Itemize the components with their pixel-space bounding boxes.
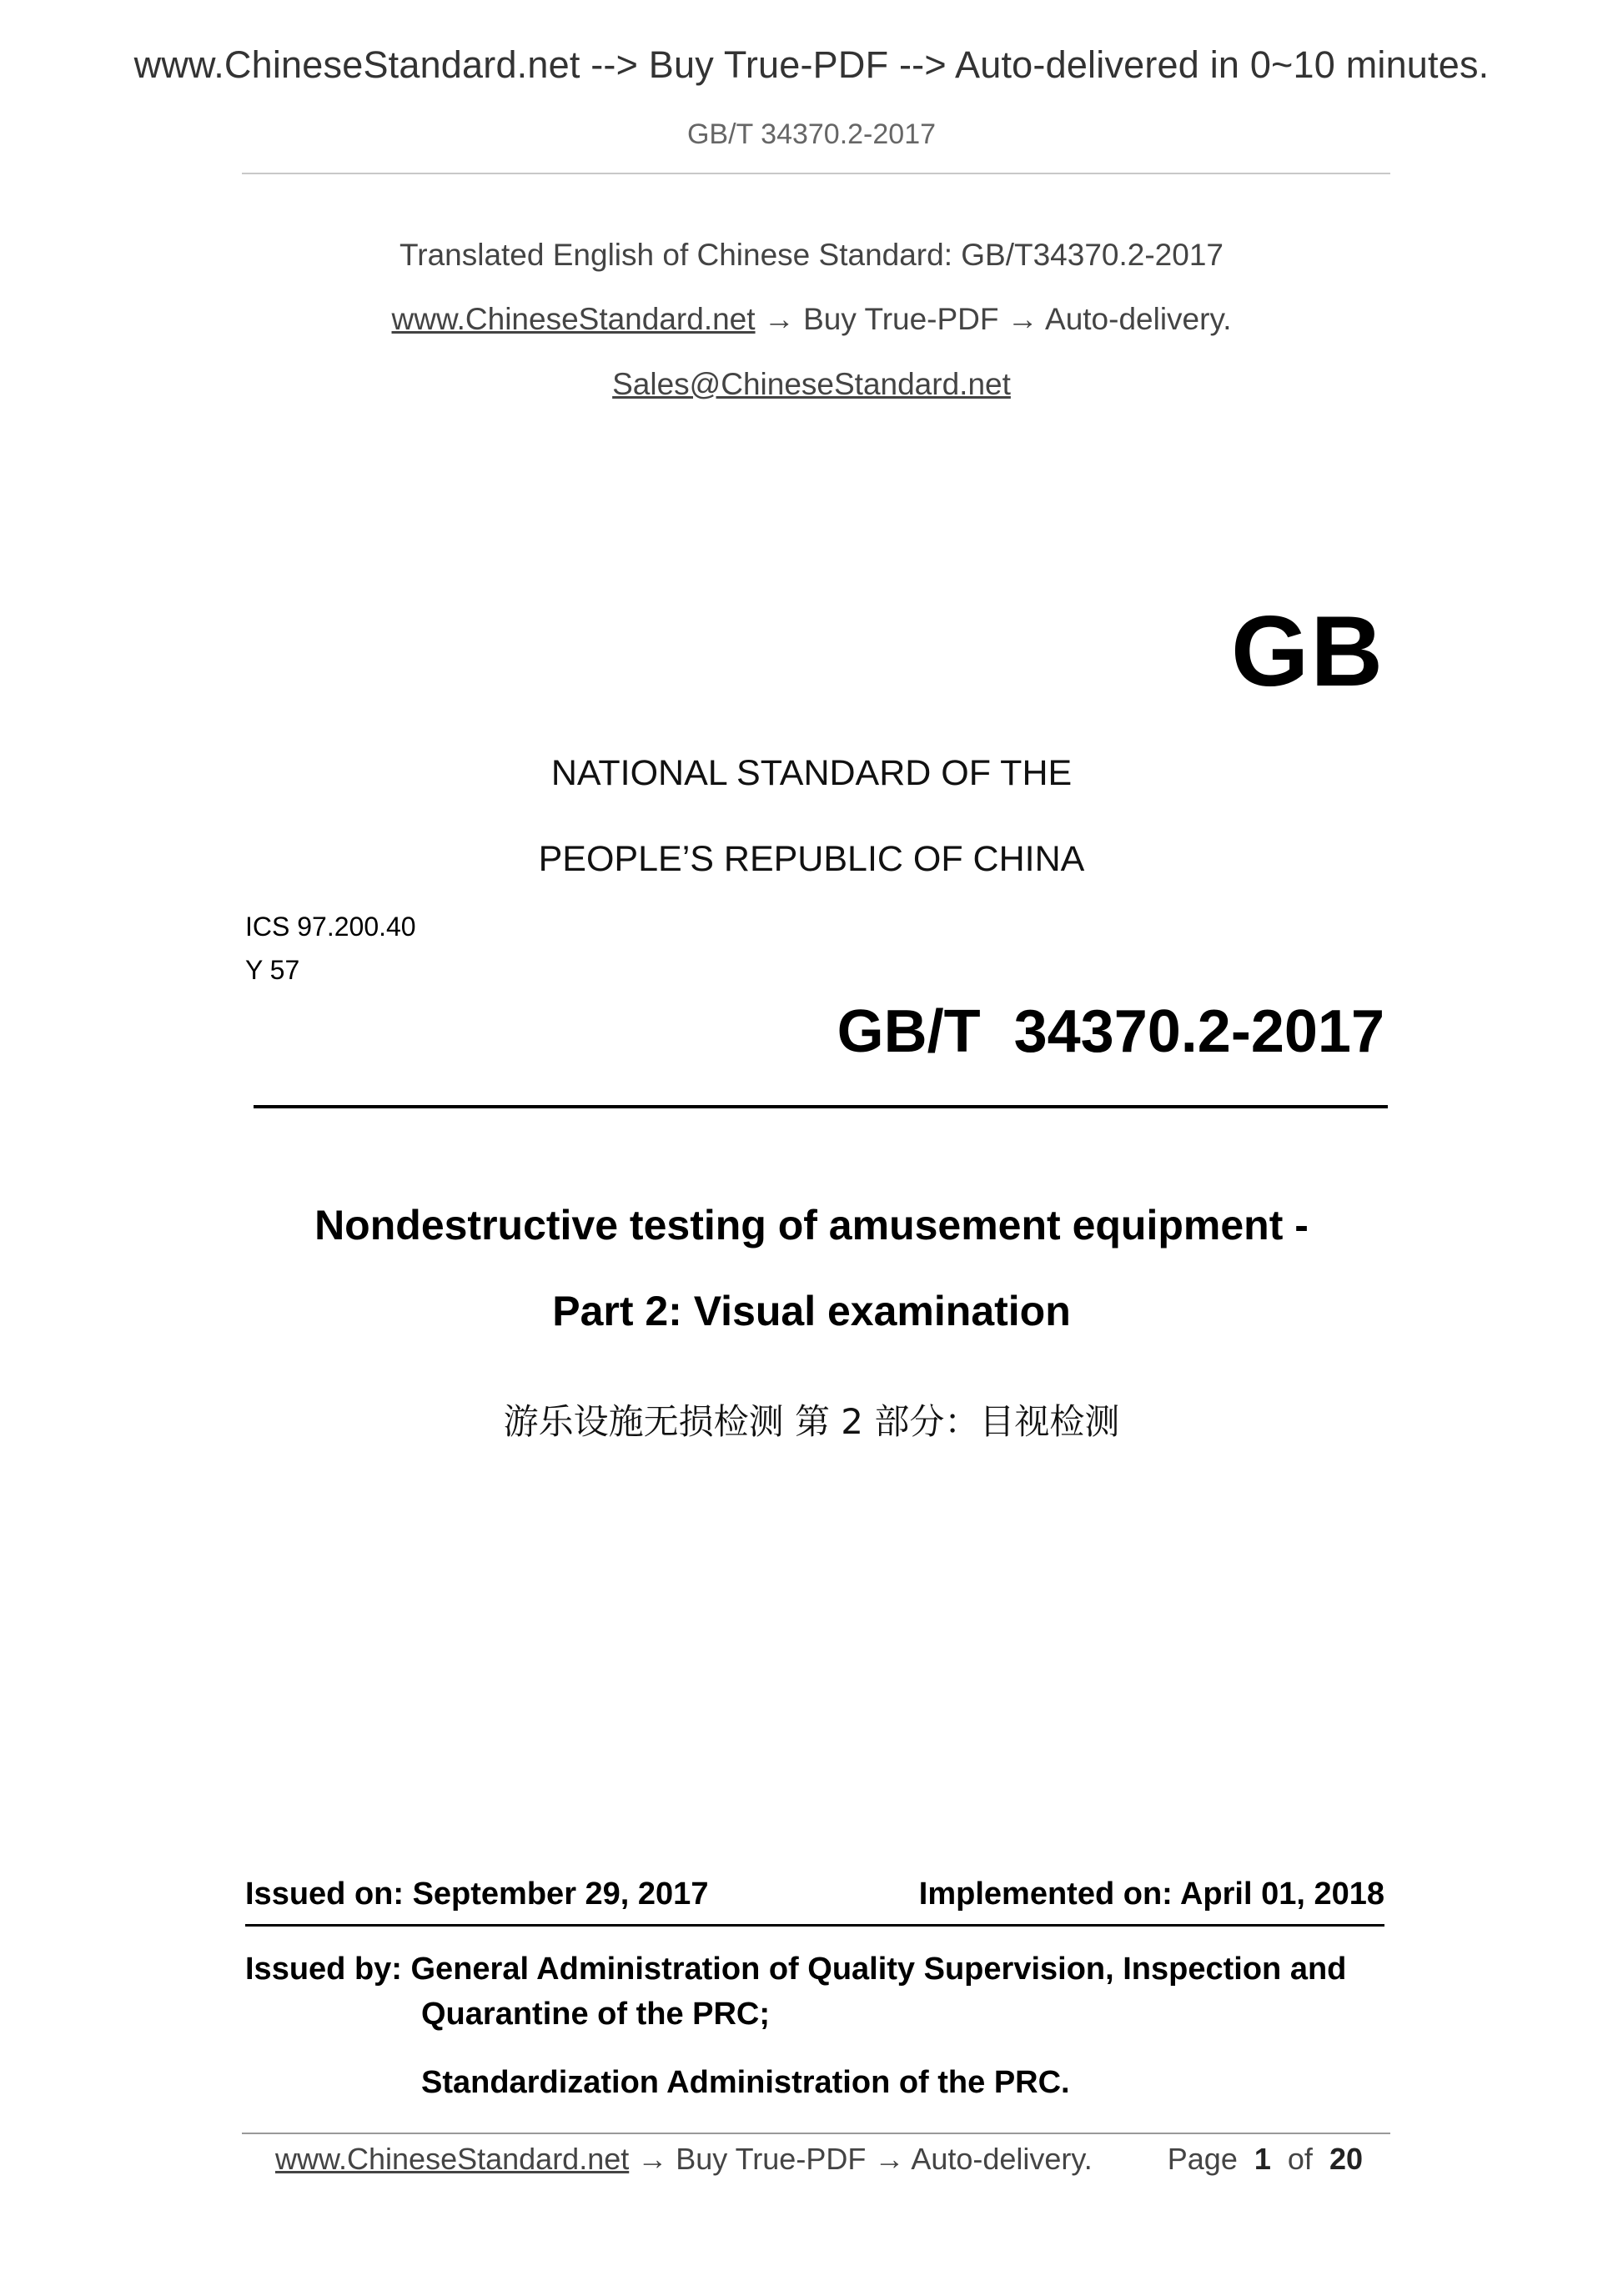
email-line — [0, 367, 1623, 402]
chinese-title: 游乐设施无损检测 第 2 部分：目视检测 — [503, 1401, 1120, 1442]
national-standard-line1: NATIONAL STANDARD OF THE — [550, 753, 1073, 793]
issued-by-line3: Standardization Administration of the PRC. — [421, 2065, 1070, 2100]
site-link[interactable]: www.ChineseStandard.net — [391, 302, 756, 336]
page-total: 20 — [1329, 2142, 1363, 2176]
header-divider — [242, 173, 1390, 174]
translated-notice: Translated English of Chinese Standard: GB/T34370.2-2017 — [399, 238, 1224, 272]
footer-site-link[interactable]: www.ChineseStandard.net — [275, 2142, 630, 2176]
page-label: Page — [1167, 2142, 1238, 2176]
standard-number: GB/T 34370.2-2017 — [837, 998, 1384, 1065]
implemented-on: Implemented on: April 01, 2018 — [918, 1876, 1384, 1912]
footer-divider — [242, 2133, 1390, 2134]
page-current: 1 — [1254, 2142, 1271, 2176]
sales-email-link[interactable]: Sales@ChineseStandard.net — [612, 367, 1011, 401]
issued-by-line1: Issued by: General Administration of Quality Supervision, Inspection and — [245, 1952, 1347, 1987]
gb-mark: GB — [1231, 595, 1384, 707]
national-standard-line2: PEOPLE’S REPUBLIC OF CHINA — [538, 839, 1085, 879]
title-line2: Part 2: Visual examination — [552, 1288, 1071, 1334]
page-number — [1168, 2142, 1363, 2177]
site-link-suffix: → Buy True-PDF → Auto-delivery. — [755, 302, 1232, 336]
top-banner: www.ChineseStandard.net --> Buy True-PDF --> Auto-delivered in 0~10 minutes. — [133, 43, 1490, 86]
header-standard-code: GB/T 34370.2-2017 — [686, 118, 937, 150]
standard-number-rule — [254, 1105, 1388, 1108]
footer-site-line — [275, 2142, 1093, 2177]
ccs-code: Y 57 — [245, 955, 300, 985]
issued-by-line2: Quarantine of the PRC; — [421, 1997, 771, 2032]
dates-rule — [245, 1924, 1384, 1927]
footer-site-suffix: → Buy True-PDF → Auto-delivery. — [629, 2142, 1093, 2176]
title-line1: Nondestructive testing of amusement equipment - — [314, 1202, 1309, 1248]
page-of: of — [1287, 2142, 1313, 2176]
ics-code: ICS 97.200.40 — [245, 912, 416, 942]
site-link-line — [0, 302, 1623, 337]
issued-on: Issued on: September 29, 2017 — [245, 1876, 709, 1912]
